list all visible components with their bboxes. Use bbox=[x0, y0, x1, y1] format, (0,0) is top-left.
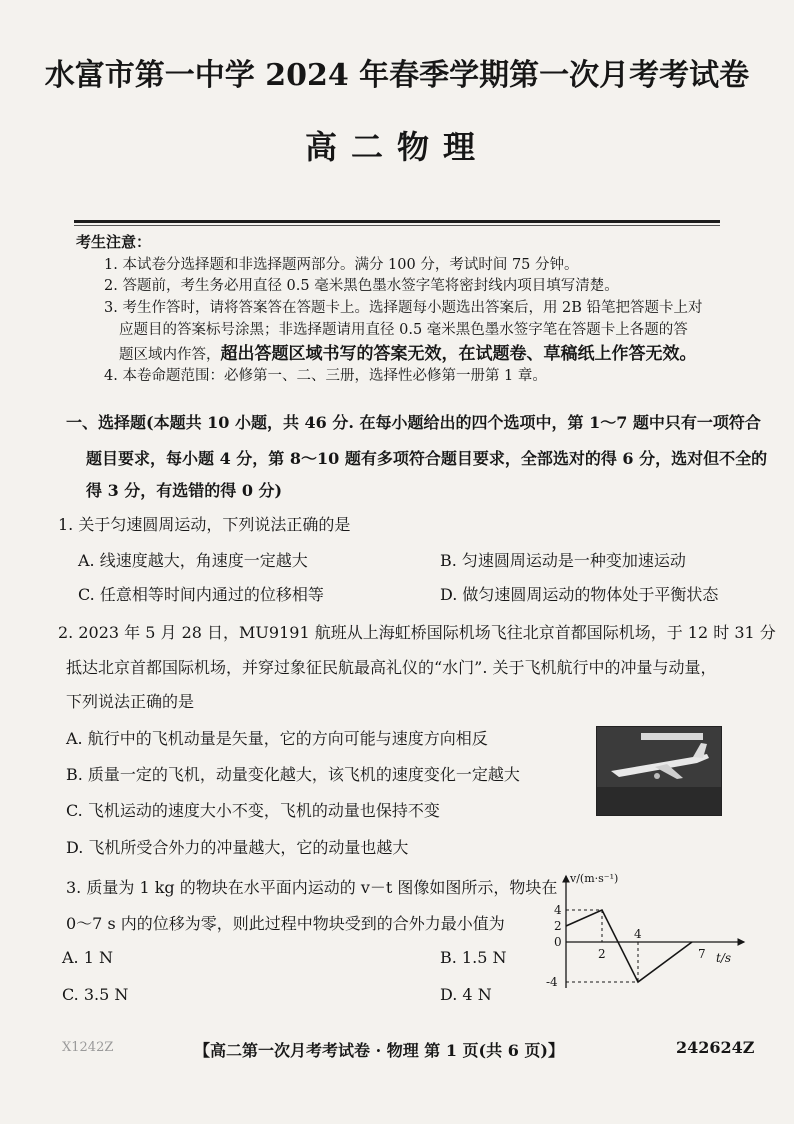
vt-graph bbox=[530, 868, 760, 998]
header-divider bbox=[74, 220, 720, 223]
question-1-option-b: B. 匀速圆周运动是一种变加速运动 bbox=[440, 551, 686, 570]
question-3-option-b: B. 1.5 N bbox=[440, 948, 507, 967]
question-2-line-2: 抵达北京首都国际机场，并穿过象征民航最高礼仪的“水门”. 关于飞机航行中的冲量与动量， bbox=[66, 658, 717, 677]
graph-xlabel: t/s bbox=[716, 951, 732, 965]
notice-line-3: 3. 考生作答时，请将答案答在答题卡上。选择题每小题选出答案后，用 2B 铅笔把答题卡上对 bbox=[104, 300, 703, 316]
graph-ytick-2: 2 bbox=[554, 919, 562, 933]
notice-title: 考生注意： bbox=[76, 233, 152, 251]
question-2-line-3: 下列说法正确的是 bbox=[66, 692, 195, 711]
airplane-illustration bbox=[597, 727, 721, 815]
question-2-option-c: C. 飞机运动的速度大小不变，飞机的动量也保持不变 bbox=[66, 801, 440, 820]
graph-xtick-4: 4 bbox=[634, 927, 642, 941]
notice-line-5-text: 题区域内作答， bbox=[119, 347, 221, 363]
footer-left-code: X1242Z bbox=[62, 1040, 114, 1055]
question-3-option-d: D. 4 N bbox=[440, 985, 492, 1004]
notice-line-1: 1. 本试卷分选择题和非选择题两部分。满分 100 分，考试时间 75 分钟。 bbox=[104, 257, 579, 273]
question-1-option-d: D. 做匀速圆周运动的物体处于平衡状态 bbox=[440, 585, 719, 604]
question-2-option-a: A. 航行中的飞机动量是矢量，它的方向可能与速度方向相反 bbox=[66, 729, 488, 748]
notice-line-6: 4. 本卷命题范围：必修第一、二、三册，选择性必修第一册第 1 章。 bbox=[104, 368, 547, 384]
graph-ytick-4: 4 bbox=[554, 903, 562, 917]
question-1-option-c: C. 任意相等时间内通过的位移相等 bbox=[78, 585, 324, 604]
graph-xtick-7: 7 bbox=[698, 947, 706, 961]
graph-xtick-2: 2 bbox=[598, 947, 606, 961]
question-1-option-a: A. 线速度越大，角速度一定越大 bbox=[78, 551, 308, 570]
section-heading-line-2: 题目要求，每小题 4 分，第 8～10 题有多项符合题目要求，全部选对的得 6 分，选对但不全的 bbox=[86, 449, 768, 468]
graph-origin: 0 bbox=[554, 935, 562, 949]
graph-ylabel: v/(m·s⁻¹) bbox=[570, 872, 619, 885]
question-2-option-b: B. 质量一定的飞机，动量变化越大，该飞机的速度变化一定越大 bbox=[66, 765, 520, 784]
question-2-line-1: 2. 2023 年 5 月 28 日，MU9191 航班从上海虹桥国际机场飞往北京首都国际机场，于 12 时 31 分 bbox=[58, 623, 776, 642]
question-3-line-2: 0～7 s 内的位移为零，则此过程中物块受到的合外力最小值为 bbox=[66, 914, 505, 933]
footer-right-code: 242624Z bbox=[676, 1038, 755, 1057]
notice-line-2: 2. 答题前，考生务必用直径 0.5 毫米黑色墨水签字笔将密封线内项目填写清楚。 bbox=[104, 278, 619, 294]
question-3-option-c: C. 3.5 N bbox=[62, 985, 129, 1004]
notice-bold-warning: 超出答题区域书写的答案无效，在试题卷、草稿纸上作答无效。 bbox=[220, 344, 697, 364]
footer-page-info: 【高二第一次月考考试卷 · 物理 第 1 页(共 6 页)】 bbox=[194, 1041, 564, 1060]
section-heading-line-3: 得 3 分，有选错的得 0 分) bbox=[86, 481, 283, 500]
header-divider-thin bbox=[74, 225, 720, 226]
question-1-stem: 1. 关于匀速圆周运动，下列说法正确的是 bbox=[58, 515, 351, 534]
graph-ytick-neg4: -4 bbox=[546, 975, 558, 989]
question-3-line-1: 3. 质量为 1 kg 的物块在水平面内运动的 v－t 图像如图所示，物块在 bbox=[66, 878, 558, 897]
subject-title: 高二物理 bbox=[304, 128, 489, 166]
section-heading-line-1: 一、选择题(本题共 10 小题，共 46 分. 在每小题给出的四个选项中，第 1～7 题中只有一项符合 bbox=[66, 413, 761, 432]
notice-line-4: 应题目的答案标号涂黑；非选择题请用直径 0.5 毫米黑色墨水签字笔在答题卡上各题的答 bbox=[119, 322, 688, 338]
notice-line-5 bbox=[119, 339, 697, 364]
velocity-curve bbox=[566, 910, 692, 982]
airplane-photo bbox=[596, 726, 722, 816]
exam-title: 水富市第一中学 2024 年春季学期第一次月考考试卷 bbox=[44, 58, 750, 93]
question-3-option-a: A. 1 N bbox=[62, 948, 113, 967]
question-2-option-d: D. 飞机所受合外力的冲量越大，它的动量也越大 bbox=[66, 838, 409, 857]
